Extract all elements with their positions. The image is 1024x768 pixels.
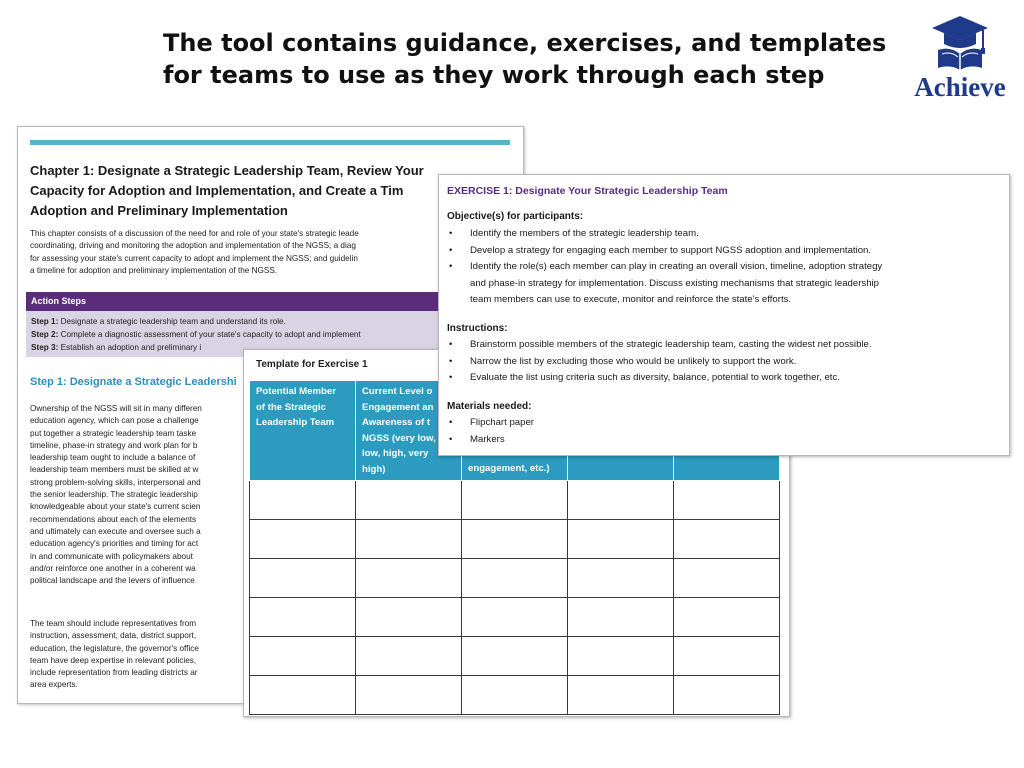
table-cell [250,676,356,715]
step-label: Step 1: [31,317,59,326]
table-row [250,559,780,598]
header-rule [30,140,510,145]
list-item [447,243,1007,260]
table-cell [356,598,462,637]
bullet-icon: • [449,228,453,239]
bullet-icon: • [449,417,453,428]
exercise-title: EXERCISE 1: Designate Your Strategic Leadership Team [447,185,728,197]
item-line: Identify the members of the strategic leadership team. [470,228,699,239]
table-cell [250,637,356,676]
table-row [250,481,780,520]
table-cell [674,676,780,715]
bullet-icon: • [449,372,453,383]
materials-list [447,415,1007,448]
bullet-icon: • [449,244,453,256]
table-cell [250,598,356,637]
bullet-icon: • [449,355,453,367]
step-text: Designate a strategic leadership team and understand its role. [58,317,286,326]
table-cell [462,598,568,637]
body-line: in and communicate with policymakers about [30,551,193,561]
step-label: Step 3: [31,343,59,352]
table-cell [462,481,568,520]
table-cell [674,598,780,637]
body-line: leadership team members must be skilled at w [30,465,199,475]
list-item [447,370,1007,387]
intro-line: coordinating, driving and monitoring the adoption and implementation of the NGSS; a diag [30,241,356,251]
table-cell [674,559,780,598]
list-item [447,354,1007,371]
column-header [250,381,356,481]
body-line: education agency's priorities and timing for act [30,539,199,549]
table-cell [568,637,674,676]
item-line: Brainstorm possible members of the strategic leadership team, casting the widest net possible. [470,339,872,350]
chapter-title-line: Chapter 1: Designate a Strategic Leadership Team, Review Your [30,163,424,178]
objectives-list [447,226,1007,309]
item-line: Narrow the list by excluding those who would be unlikely to support the work. [470,355,797,367]
chapter-title-line: Adoption and Preliminary Implementation [30,203,288,218]
header-line: Potential Member [256,386,336,397]
table-cell [568,481,674,520]
slide-title-line: The tool contains guidance, exercises, and templates [163,29,887,57]
table-cell [568,520,674,559]
header-line: Engagement an [362,401,434,413]
table-cell [462,676,568,715]
list-item [447,415,1007,432]
body-line: political landscape and the levers of influence [30,576,195,586]
table-cell [250,559,356,598]
slide-title-line: for teams to use as they work through each step [163,61,825,89]
table-cell [356,676,462,715]
item-line: Flipchart paper [470,417,534,428]
body-line: and ultimately can execute and oversee such a [30,526,201,536]
body-line: education, the legislature, the governor's office [30,643,199,653]
table-cell [568,676,674,715]
table-cell [462,559,568,598]
header-line: high) [362,463,386,475]
body-line: put together a strategic leadership team taske [30,428,197,438]
body-line: recommendations about each of the elements [30,514,197,524]
table-cell [356,520,462,559]
achieve-logo [908,14,1012,104]
item-line: Identify the role(s) each member can play in creating an overall vision, timeline, adoption strategy [470,261,883,272]
header-line: Awareness of t [362,417,431,428]
bullet-icon: • [449,339,453,350]
item-line: Markers [470,433,505,445]
header-line: engagement, etc.) [468,463,550,474]
body-line: The team should include representatives from [30,619,197,628]
table-row [250,598,780,637]
item-line: and phase-in strategy for implementation. Discuss existing mechanisms that strategic leadership [470,277,879,289]
body-line: include representation from leading districts ar [30,668,198,678]
table-cell [356,637,462,676]
table-cell [674,481,780,520]
table-cell [674,637,780,676]
body-line: strong problem-solving skills, interpersonal and [30,477,201,487]
chapter-title-line: Capacity for Adoption and Implementation, and Create a Tim [30,183,404,198]
header-line: Leadership Team [256,417,335,428]
body-line: Ownership of the NGSS will sit in many differen [30,404,202,413]
item-line: team members can use to execute, monitor and reinforce the state's efforts. [470,294,792,305]
step1-heading: Step 1: Designate a Strategic Leadershi [30,376,237,388]
header-line: NGSS (very low, [362,432,436,444]
list-item [447,432,1007,449]
template-label: Template for Exercise 1 [256,359,368,370]
instructions-list [447,337,1007,387]
exercise-page [438,174,1010,456]
intro-line: This chapter consists of a discussion of the need for and role of your state's strategic leade [30,229,359,238]
body-line: and/or reinforce one another in a coherent wa [30,563,196,573]
table-row [250,637,780,676]
body-line: leadership team ought to include a balance of [30,453,196,463]
table-row [250,520,780,559]
body-line: area experts. [30,680,78,690]
header-line: of the Strategic [256,401,326,413]
header-line: low, high, very [362,448,429,459]
body-line: team have deep expertise in relevant policies, [30,655,197,665]
table-cell [250,520,356,559]
logo-wordmark: Achieve [914,72,1006,102]
table-cell [356,559,462,598]
list-item [447,226,1007,243]
instructions-heading: Instructions: [447,323,508,334]
intro-line: a timeline for adoption and preliminary implementation of the NGSS. [30,265,278,275]
body-line: knowledgeable about your state's current scien [30,502,201,512]
step-label: Step 2: [31,330,59,339]
list-item [447,259,1007,309]
step-text: Complete a diagnostic assessment of your state's capacity to adopt and implement [58,330,361,339]
header-line: Current Level o [362,386,433,397]
intro-line: for assessing your state's current capacity to adopt and implement the NGSS; and guidelin [30,253,358,263]
template-table-body [250,481,780,715]
table-cell [568,559,674,598]
body-line: timeline, phase-in strategy and work plan for b [30,440,198,450]
item-line: Evaluate the list using criteria such as diversity, balance, potential to work together, etc. [470,372,840,383]
list-item [447,337,1007,354]
table-cell [250,481,356,520]
bullet-icon: • [449,261,453,272]
table-cell [568,598,674,637]
action-steps-header: Action Steps [26,292,523,311]
materials-heading: Materials needed: [447,401,532,412]
table-cell [462,520,568,559]
bullet-icon: • [449,433,453,445]
item-line: Develop a strategy for engaging each member to support NGSS adoption and implementation. [470,244,872,256]
body-line: instruction, assessment, data, district support, [30,631,197,641]
body-line: education agency, which can pose a challenge [30,416,199,426]
objectives-heading: Objective(s) for participants: [447,211,584,222]
slide-title [163,27,903,91]
step-text: Establish an adoption and preliminary i [58,343,202,352]
body-line: the senior leadership. The strategic leadership [30,490,198,500]
table-cell [674,520,780,559]
table-row [250,676,780,715]
graduation-cap-book-icon [928,14,992,72]
table-cell [356,481,462,520]
table-cell [462,637,568,676]
